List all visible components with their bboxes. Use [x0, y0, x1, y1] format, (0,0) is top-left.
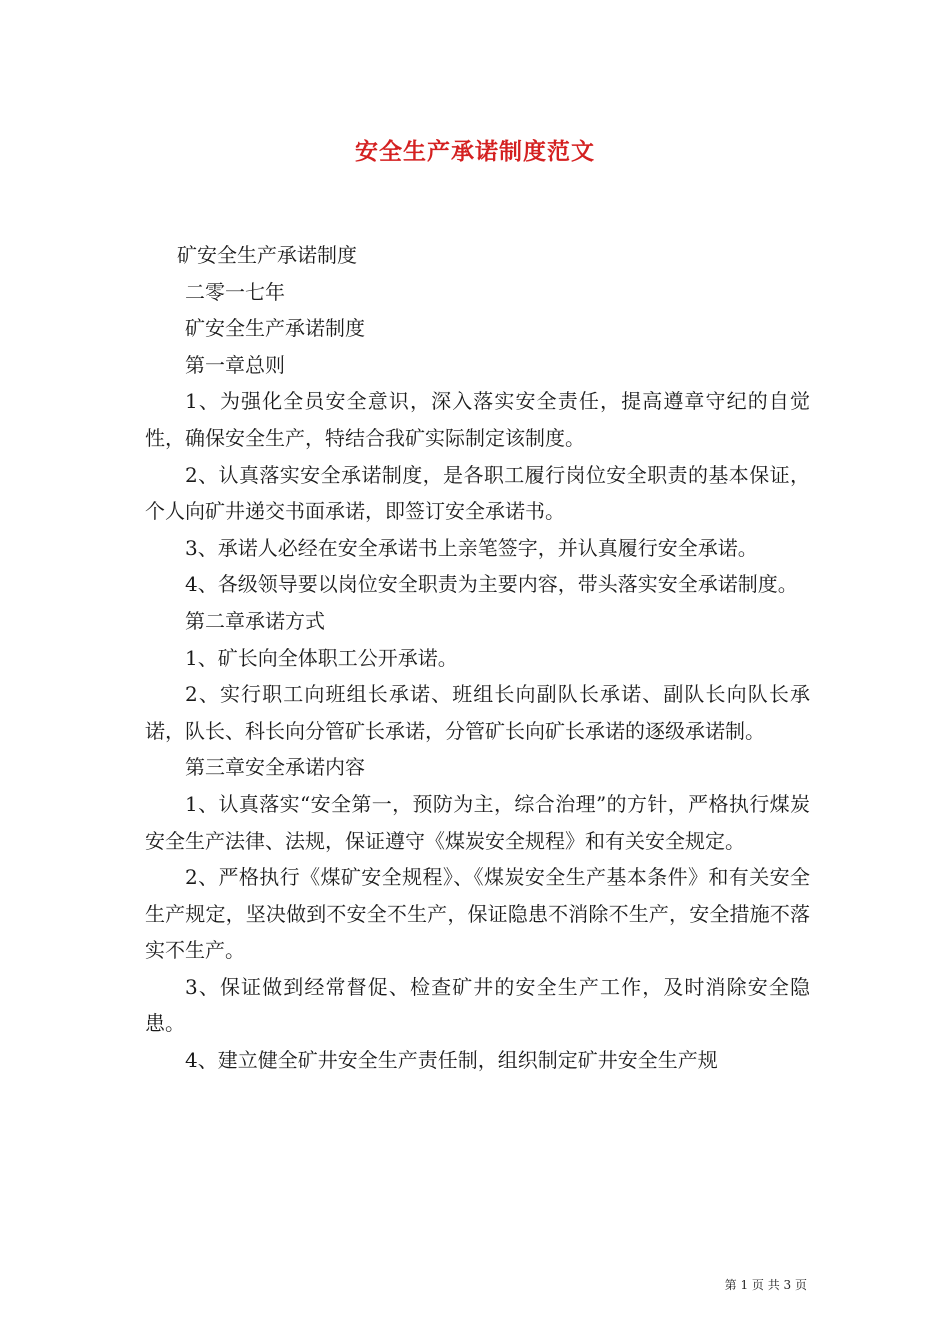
paragraph: 3、保证做到经常督促、检查矿井的安全生产工作，及时消除安全隐患。 [145, 974, 810, 1036]
paragraph: 1、矿长向全体职工公开承诺。 [185, 645, 458, 670]
chapter-3-heading: 第三章安全承诺内容 [185, 755, 365, 780]
paragraph: 2、严格执行《煤矿安全规程》、《煤炭安全生产基本条件》和有关安全生产规定，坚决做到不安全不生产，保证隐患不消除不生产，安全措施不落实不生产。 [145, 865, 810, 963]
paragraph-subtitle: 矿安全生产承诺制度 [185, 316, 365, 341]
paragraph-year: 二零一七年 [185, 279, 285, 304]
paragraph: 4、各级领导要以岗位安全职责为主要内容，带头落实安全承诺制度。 [185, 572, 798, 597]
paragraph: 1、为强化全员安全意识，深入落实安全责任，提高遵章守纪的自觉性，确保安全生产，特结合我矿实际制定该制度。 [145, 389, 810, 450]
document-body [145, 237, 810, 1079]
paragraph: 1、认真落实“安全第一，预防为主，综合治理”的方针，严格执行煤炭安全生产法律、法规，保证遵守《煤炭安全规程》和有关安全规定。 [145, 791, 810, 853]
paragraph: 4、建立健全矿井安全生产责任制，组织制定矿井安全生产规 [185, 1048, 718, 1073]
paragraph: 2、认真落实安全承诺制度，是各职工履行岗位安全职责的基本保证，个人向矿井递交书面承诺，即签订安全承诺书。 [145, 462, 810, 524]
paragraph: 3、承诺人必经在安全承诺书上亲笔签字，并认真履行安全承诺。 [185, 535, 758, 560]
document-title: 安全生产承诺制度范文 [355, 138, 595, 165]
paragraph-heading-mine: 矿安全生产承诺制度 [177, 243, 357, 267]
page-number-footer: 第 1 页 共 3 页 [724, 1278, 807, 1292]
chapter-2-heading: 第二章承诺方式 [185, 608, 325, 633]
chapter-1-heading: 第一章总则 [185, 352, 285, 377]
paragraph: 2、实行职工向班组长承诺、班组长向副队长承诺、副队长向队长承诺，队长、科长向分管矿长承诺，分管矿长向矿长承诺的逐级承诺制。 [145, 682, 810, 743]
